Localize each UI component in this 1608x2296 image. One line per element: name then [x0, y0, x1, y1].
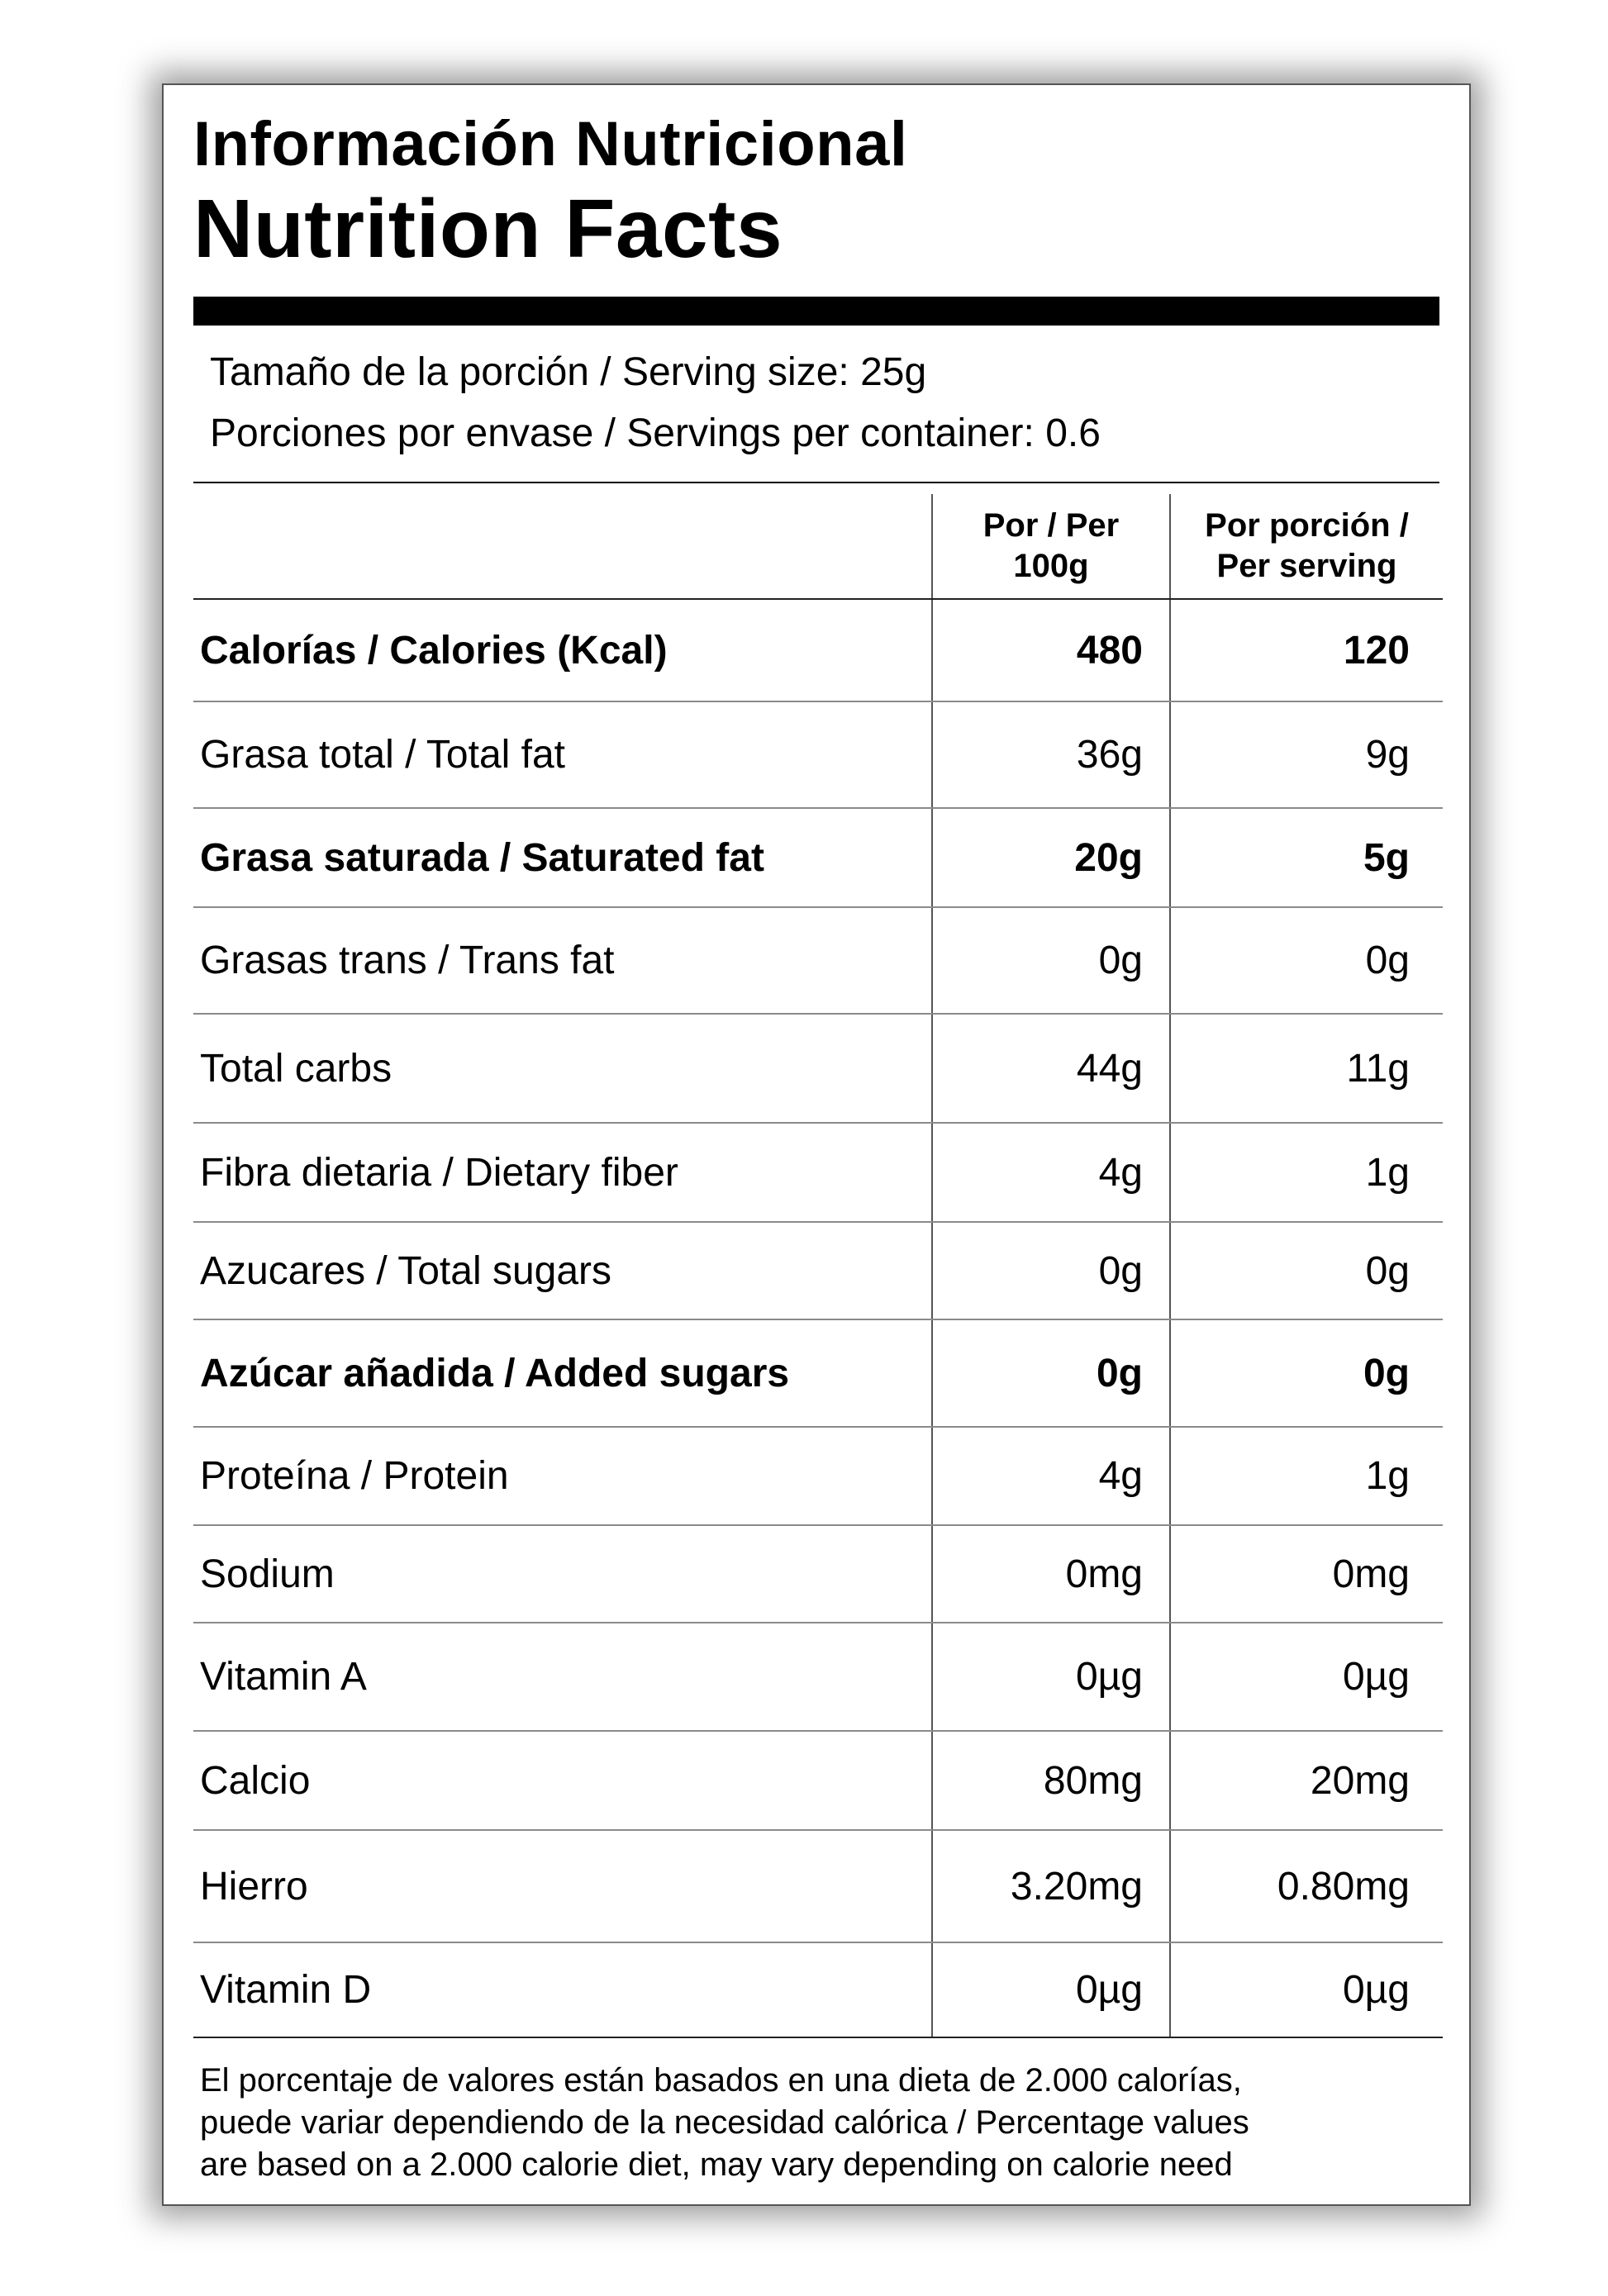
value-per-serving: 1g [1170, 1123, 1443, 1222]
value-per-100g: 80mg [932, 1731, 1170, 1830]
value-per-serving: 20mg [1170, 1731, 1443, 1830]
nutrient-name: Grasa total / Total fat [193, 701, 932, 808]
nutrition-table [193, 494, 1443, 2038]
value-per-serving: 120 [1170, 599, 1443, 701]
nutrient-name: Total carbs [193, 1014, 932, 1123]
footnote-line-3: are based on a 2.000 calorie diet, may vary depending on calorie need [200, 2146, 1233, 2183]
header-empty-cell [193, 494, 932, 599]
table-row [193, 1525, 1443, 1623]
footnote-line-2: puede variar dependiendo de la necesidad calórica / Percentage values [200, 2103, 1249, 2141]
value-per-100g: 0µg [932, 1623, 1170, 1731]
nutrient-name: Vitamin D [193, 1942, 932, 2037]
value-per-100g: 4g [932, 1123, 1170, 1222]
nutrient-name: Grasas trans / Trans fat [193, 907, 932, 1014]
table-row [193, 1319, 1443, 1427]
header-per-100g [932, 494, 1170, 599]
table-row [193, 1731, 1443, 1830]
nutrient-name: Calcio [193, 1731, 932, 1830]
nutrition-label [162, 83, 1471, 2206]
table-row [193, 1014, 1443, 1123]
value-per-100g: 3.20mg [932, 1830, 1170, 1942]
value-per-serving: 0g [1170, 1222, 1443, 1319]
value-per-100g: 0mg [932, 1525, 1170, 1623]
nutrient-name: Azucares / Total sugars [193, 1222, 932, 1319]
serving-size: Tamaño de la porción / Serving size: 25g [210, 350, 927, 394]
value-per-serving: 0.80mg [1170, 1830, 1443, 1942]
value-per-100g: 0g [932, 1319, 1170, 1427]
table-row [193, 907, 1443, 1014]
value-per-100g: 0g [932, 1222, 1170, 1319]
value-per-100g: 44g [932, 1014, 1170, 1123]
nutrient-name: Grasa saturada / Saturated fat [193, 808, 932, 907]
value-per-serving: 0g [1170, 907, 1443, 1014]
header-per-100g-line1: Por / Per [982, 507, 1120, 544]
nutrient-name: Fibra dietaria / Dietary fiber [193, 1123, 932, 1222]
nutrient-name: Hierro [193, 1830, 932, 1942]
thick-divider [193, 297, 1439, 326]
value-per-100g: 36g [932, 701, 1170, 808]
table-top-divider [193, 482, 1439, 483]
servings-per-container: Porciones por envase / Servings per container: 0.6 [210, 411, 1101, 455]
header-per-serving-line1: Por porción / [1205, 507, 1409, 544]
header-per-serving-line2: Per serving [1216, 548, 1397, 584]
value-per-100g: 0g [932, 907, 1170, 1014]
table-row [193, 808, 1443, 907]
table-header-row [193, 494, 1443, 599]
title-english: Nutrition Facts [193, 183, 783, 275]
value-per-serving: 5g [1170, 808, 1443, 907]
table-row [193, 1942, 1443, 2037]
nutrient-name: Proteína / Protein [193, 1427, 932, 1525]
value-per-100g: 20g [932, 808, 1170, 907]
footnote-line-1: El porcentaje de valores están basados en una dieta de 2.000 calorías, [200, 2062, 1242, 2099]
nutrient-name: Calorías / Calories (Kcal) [193, 599, 932, 701]
value-per-serving: 11g [1170, 1014, 1443, 1123]
nutrient-name: Sodium [193, 1525, 932, 1623]
title-spanish: Información Nutricional [193, 109, 908, 179]
value-per-serving: 9g [1170, 701, 1443, 808]
table-row [193, 599, 1443, 701]
header-per-serving [1170, 494, 1443, 599]
value-per-100g: 0µg [932, 1942, 1170, 2037]
value-per-serving: 0µg [1170, 1942, 1443, 2037]
value-per-serving: 0µg [1170, 1623, 1443, 1731]
nutrient-name: Azúcar añadida / Added sugars [193, 1319, 932, 1427]
value-per-100g: 480 [932, 599, 1170, 701]
table-row [193, 1623, 1443, 1731]
footnote [200, 2060, 1439, 2185]
label-content [193, 85, 1439, 2204]
nutrient-name: Vitamin A [193, 1623, 932, 1731]
table-row [193, 1427, 1443, 1525]
table-row [193, 701, 1443, 808]
table-row [193, 1123, 1443, 1222]
table-row [193, 1830, 1443, 1942]
value-per-100g: 4g [932, 1427, 1170, 1525]
value-per-serving: 0mg [1170, 1525, 1443, 1623]
table-row [193, 1222, 1443, 1319]
value-per-serving: 0g [1170, 1319, 1443, 1427]
header-per-100g-line2: 100g [1013, 548, 1089, 584]
value-per-serving: 1g [1170, 1427, 1443, 1525]
